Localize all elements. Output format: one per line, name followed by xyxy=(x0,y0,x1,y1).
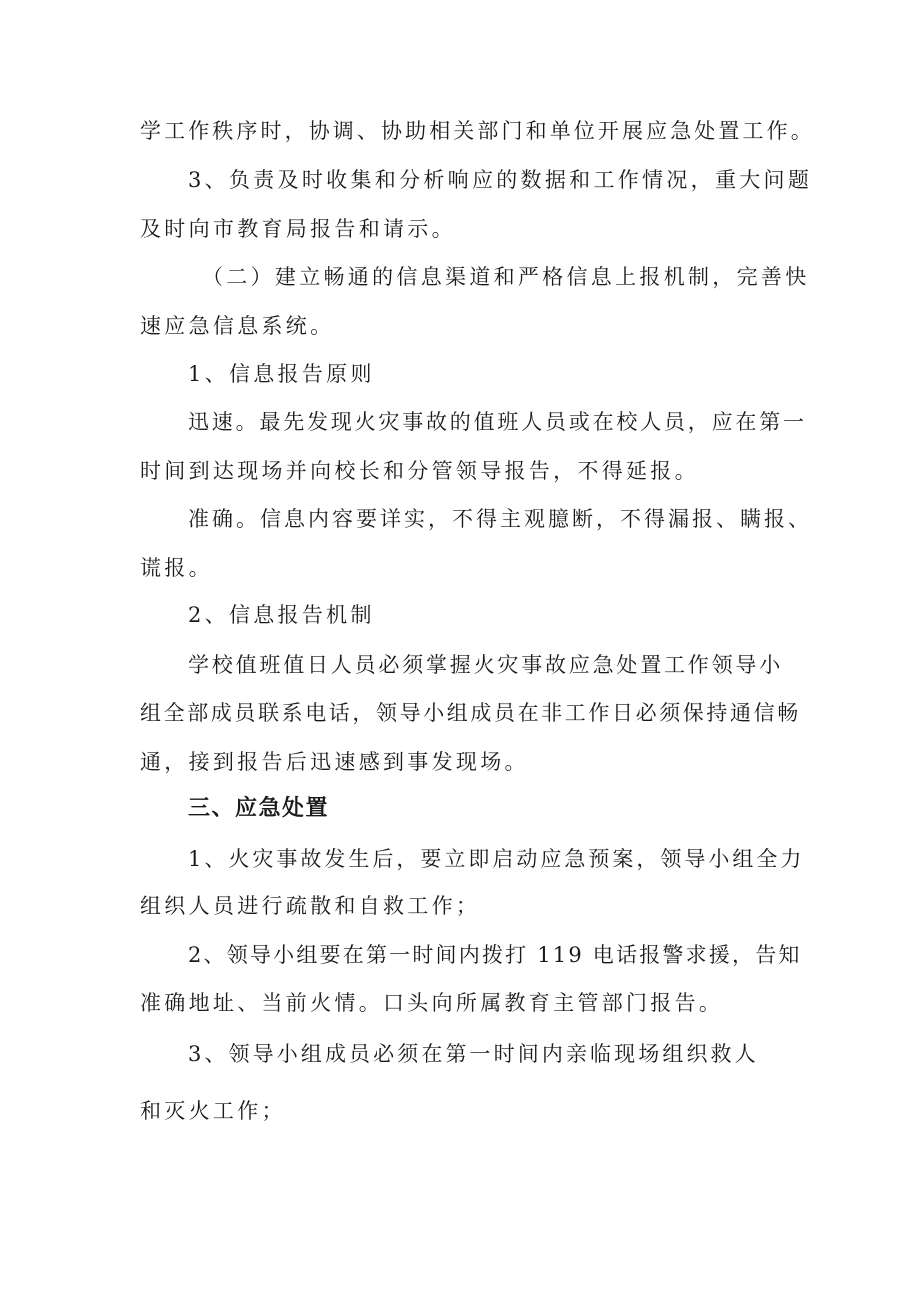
section-heading: 三、应急处置 xyxy=(188,796,330,821)
item-heading: 2、信息报告机制 xyxy=(188,603,375,627)
paragraph-line: 准确。信息内容要详实，不得主观臆断，不得漏报、瞒报、 xyxy=(188,507,812,531)
paragraph-line: 3、负责及时收集和分析响应的数据和工作情况，重大问题 xyxy=(188,168,813,192)
paragraph-line: 组织人员进行疏散和自救工作； xyxy=(140,894,481,918)
paragraph-line: 时间到达现场并向校长和分管领导报告，不得延报。 xyxy=(140,459,699,483)
paragraph-line: 学校值班值日人员必须掌握火灾事故应急处置工作领导小 xyxy=(188,653,783,677)
paragraph-line: 及时向市教育局报告和请示。 xyxy=(140,217,456,241)
paragraph-line: 和灭火工作； xyxy=(140,1099,286,1123)
paragraph-line: 2、领导小组要在第一时间内拨打 119 电话报警求援，告知 xyxy=(188,943,802,967)
paragraph-line: 3、领导小组成员必须在第一时间内亲临现场组织救人 xyxy=(188,1042,759,1066)
paragraph-line: 1、火灾事故发生后，要立即启动应急预案，领导小组全力 xyxy=(188,847,805,871)
subsection-heading-line: 速应急信息系统。 xyxy=(140,314,335,338)
paragraph-line: 组全部成员联系电话，领导小组成员在非工作日必须保持通信畅 xyxy=(140,701,801,725)
subsection-heading-line: （二）建立畅通的信息渠道和严格信息上报机制，完善快 xyxy=(202,265,810,289)
paragraph-line: 谎报。 xyxy=(140,556,213,580)
paragraph-line: 准确地址、当前火情。口头向所属教育主管部门报告。 xyxy=(140,991,724,1015)
paragraph-line: 通，接到报告后迅速感到事发现场。 xyxy=(140,750,529,774)
paragraph-line: 迅速。最先发现火灾事故的值班人员或在校人员，应在第一 xyxy=(188,410,807,434)
paragraph-line: 学工作秩序时，协调、协助相关部门和单位开展应急处置工作。 xyxy=(140,119,815,143)
item-heading: 1、信息报告原则 xyxy=(188,362,375,386)
